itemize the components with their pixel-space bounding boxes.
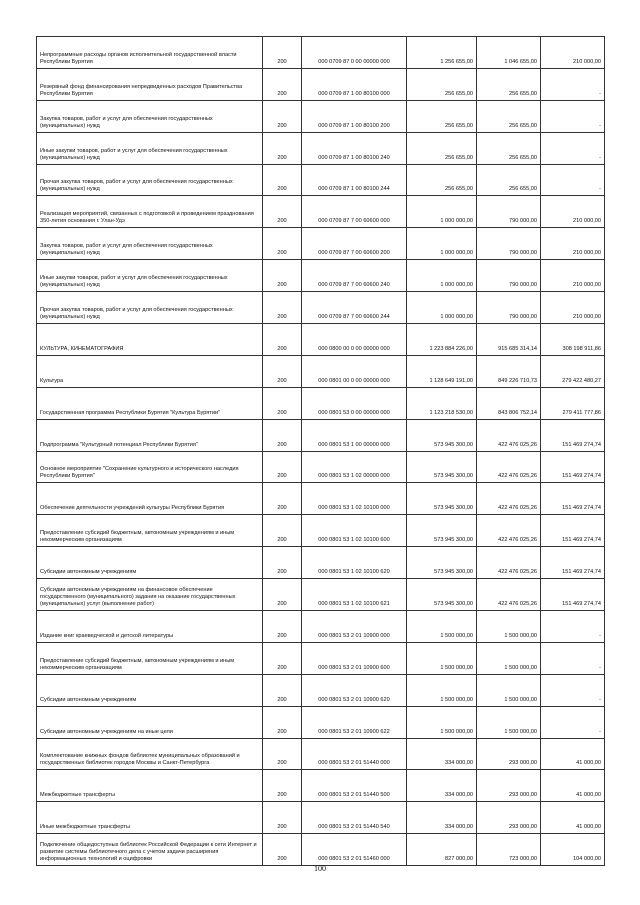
row-executed-amount: 256 655,00	[477, 164, 541, 196]
row-executed-amount: 293 000,00	[477, 770, 541, 802]
row-name: Основное мероприятие "Сохранение культурного и исторического наследия Республики Бурятия"	[37, 451, 263, 483]
row-approved-amount: 334 000,00	[407, 770, 477, 802]
row-executed-amount: 1 500 000,00	[477, 642, 541, 674]
row-budget-code: 000 0801 53 1 02 10100 000	[302, 483, 407, 515]
row-unexecuted-amount: 104 000,00	[541, 834, 605, 866]
row-name: Субсидии автономным учреждениям на иные цели	[37, 706, 263, 738]
row-budget-code: 000 0800 00 0 00 00000 000	[302, 324, 407, 356]
table-row	[37, 355, 605, 387]
row-approved-amount: 573 945 300,00	[407, 579, 477, 611]
row-executed-amount: 293 000,00	[477, 802, 541, 834]
row-approved-amount: 1 500 000,00	[407, 674, 477, 706]
row-approved-amount: 1 500 000,00	[407, 611, 477, 643]
row-budget-code: 000 0801 53 2 01 10900 620	[302, 674, 407, 706]
row-budget-code: 000 0801 53 1 02 10100 600	[302, 515, 407, 547]
row-name: Реализация мероприятий, связанных с подготовкой и проведением празднования 350-летия основания г. Улан-Удэ	[37, 196, 263, 228]
row-budget-code: 000 0801 53 2 01 51440 000	[302, 738, 407, 770]
row-budget-code: 000 0709 87 1 00 80100 240	[302, 132, 407, 164]
row-budget-code: 000 0709 87 7 00 60600 240	[302, 260, 407, 292]
row-name: Прочая закупка товаров, работ и услуг для обеспечения государственных (муниципальных) нужд	[37, 292, 263, 324]
row-unexecuted-amount: 308 198 911,86	[541, 324, 605, 356]
row-executed-amount: 422 476 025,26	[477, 419, 541, 451]
row-line-code: 200	[263, 68, 302, 100]
row-approved-amount: 334 000,00	[407, 802, 477, 834]
row-budget-code: 000 0709 87 1 00 80100 244	[302, 164, 407, 196]
table-row	[37, 706, 605, 738]
row-line-code: 200	[263, 37, 302, 69]
row-executed-amount: 422 476 025,26	[477, 483, 541, 515]
table-row	[37, 164, 605, 196]
row-line-code: 200	[263, 228, 302, 260]
row-executed-amount: 723 000,00	[477, 834, 541, 866]
row-executed-amount: 1 500 000,00	[477, 706, 541, 738]
row-name: Комплектование книжных фондов библиотек муниципальных образований и государственных библиотек городов Москвы и Санкт-Петербурга	[37, 738, 263, 770]
row-executed-amount: 1 500 000,00	[477, 611, 541, 643]
table-row	[37, 483, 605, 515]
row-name: Закупка товаров, работ и услуг для обеспечения государственных (муниципальных) нужд	[37, 100, 263, 132]
row-executed-amount: 256 655,00	[477, 68, 541, 100]
row-executed-amount: 422 476 025,26	[477, 547, 541, 579]
table-row	[37, 547, 605, 579]
row-executed-amount: 849 226 710,73	[477, 355, 541, 387]
row-line-code: 200	[263, 483, 302, 515]
table-row	[37, 419, 605, 451]
row-budget-code: 000 0709 87 1 00 80100 200	[302, 100, 407, 132]
row-unexecuted-amount: 151 469 274,74	[541, 579, 605, 611]
row-line-code: 200	[263, 324, 302, 356]
row-name: Предоставление субсидий бюджетным, автономным учреждениям и иным некоммерческим организациям	[37, 515, 263, 547]
row-budget-code: 000 0801 53 1 02 00000 000	[302, 451, 407, 483]
budget-execution-table	[36, 36, 605, 866]
row-name: Подпрограмма "Культурный потенциал Республики Бурятия"	[37, 419, 263, 451]
row-unexecuted-amount: -	[541, 132, 605, 164]
row-budget-code: 000 0709 87 7 00 60600 200	[302, 228, 407, 260]
row-name: Закупка товаров, работ и услуг для обеспечения государственных (муниципальных) нужд	[37, 228, 263, 260]
row-line-code: 200	[263, 770, 302, 802]
row-unexecuted-amount: -	[541, 611, 605, 643]
row-line-code: 200	[263, 100, 302, 132]
table-row	[37, 387, 605, 419]
table-row	[37, 802, 605, 834]
row-name: Резервный фонд финансирования непредвиденных расходов Правительства Республики Бурятия	[37, 68, 263, 100]
row-line-code: 200	[263, 260, 302, 292]
row-name: Непрограммные расходы органов исполнительной государственной власти Республики Бурятия	[37, 37, 263, 69]
table-row	[37, 738, 605, 770]
row-executed-amount: 790 000,00	[477, 228, 541, 260]
row-approved-amount: 1 223 884 226,00	[407, 324, 477, 356]
row-unexecuted-amount: 210 000,00	[541, 260, 605, 292]
row-approved-amount: 256 655,00	[407, 100, 477, 132]
row-line-code: 200	[263, 547, 302, 579]
row-approved-amount: 1 128 649 191,00	[407, 355, 477, 387]
row-line-code: 200	[263, 834, 302, 866]
row-unexecuted-amount: 210 000,00	[541, 196, 605, 228]
row-line-code: 200	[263, 419, 302, 451]
row-budget-code: 000 0801 53 2 01 10900 000	[302, 611, 407, 643]
table-row	[37, 260, 605, 292]
row-budget-code: 000 0709 87 7 00 60600 244	[302, 292, 407, 324]
row-line-code: 200	[263, 355, 302, 387]
row-line-code: 200	[263, 674, 302, 706]
row-unexecuted-amount: 151 469 274,74	[541, 451, 605, 483]
row-unexecuted-amount: -	[541, 706, 605, 738]
row-budget-code: 000 0801 53 2 01 51460 000	[302, 834, 407, 866]
row-approved-amount: 573 945 300,00	[407, 515, 477, 547]
row-unexecuted-amount: -	[541, 674, 605, 706]
row-unexecuted-amount: 210 000,00	[541, 228, 605, 260]
row-budget-code: 000 0801 53 1 02 10100 620	[302, 547, 407, 579]
row-executed-amount: 843 806 752,14	[477, 387, 541, 419]
table-body	[37, 37, 605, 866]
table-row	[37, 132, 605, 164]
row-executed-amount: 915 685 314,14	[477, 324, 541, 356]
table-row	[37, 196, 605, 228]
row-name: Субсидии автономным учреждениям на финансовое обеспечение государственного (муниципального) задания на оказание государственных (муниципальных) услуг (выполнение работ)	[37, 579, 263, 611]
row-name: Межбюджетные трансферты	[37, 770, 263, 802]
table-row	[37, 770, 605, 802]
table-row	[37, 37, 605, 69]
row-executed-amount: 1 046 655,00	[477, 37, 541, 69]
row-line-code: 200	[263, 515, 302, 547]
row-executed-amount: 790 000,00	[477, 292, 541, 324]
row-name: Иные межбюджетные трансферты	[37, 802, 263, 834]
table-row	[37, 100, 605, 132]
row-unexecuted-amount: -	[541, 100, 605, 132]
row-approved-amount: 256 655,00	[407, 132, 477, 164]
table-row	[37, 579, 605, 611]
row-approved-amount: 827 000,00	[407, 834, 477, 866]
table-row	[37, 228, 605, 260]
row-name: Иные закупки товаров, работ и услуг для обеспечения государственных (муниципальных) нужд	[37, 132, 263, 164]
row-line-code: 200	[263, 706, 302, 738]
table-row	[37, 451, 605, 483]
row-name: Издание книг краеведческой и детской литературы	[37, 611, 263, 643]
row-approved-amount: 256 655,00	[407, 68, 477, 100]
row-unexecuted-amount: 279 422 480,27	[541, 355, 605, 387]
row-executed-amount: 422 476 025,26	[477, 451, 541, 483]
row-approved-amount: 1 000 000,00	[407, 196, 477, 228]
row-line-code: 200	[263, 164, 302, 196]
row-unexecuted-amount: 151 469 274,74	[541, 483, 605, 515]
row-budget-code: 000 0801 53 0 00 00000 000	[302, 387, 407, 419]
row-unexecuted-amount: -	[541, 642, 605, 674]
row-executed-amount: 293 000,00	[477, 738, 541, 770]
row-budget-code: 000 0801 53 2 01 10900 622	[302, 706, 407, 738]
row-name: Иные закупки товаров, работ и услуг для обеспечения государственных (муниципальных) нужд	[37, 260, 263, 292]
row-approved-amount: 1 000 000,00	[407, 228, 477, 260]
row-budget-code: 000 0709 87 7 00 60600 000	[302, 196, 407, 228]
row-unexecuted-amount: 41 000,00	[541, 802, 605, 834]
row-unexecuted-amount: -	[541, 164, 605, 196]
row-unexecuted-amount: 151 469 274,74	[541, 547, 605, 579]
row-budget-code: 000 0709 87 0 00 00000 000	[302, 37, 407, 69]
table-row	[37, 292, 605, 324]
row-budget-code: 000 0801 53 2 01 51440 540	[302, 802, 407, 834]
table-row	[37, 515, 605, 547]
row-line-code: 200	[263, 642, 302, 674]
row-name: Государственная программа Республики Бурятия "Культура Бурятии"	[37, 387, 263, 419]
row-approved-amount: 334 000,00	[407, 738, 477, 770]
row-budget-code: 000 0801 53 1 00 00000 000	[302, 419, 407, 451]
page-number: 100	[314, 864, 326, 873]
table-row	[37, 642, 605, 674]
row-approved-amount: 1 000 000,00	[407, 292, 477, 324]
row-line-code: 200	[263, 738, 302, 770]
row-budget-code: 000 0801 53 2 01 10900 600	[302, 642, 407, 674]
row-line-code: 200	[263, 451, 302, 483]
row-line-code: 200	[263, 132, 302, 164]
row-line-code: 200	[263, 611, 302, 643]
row-line-code: 200	[263, 196, 302, 228]
row-name: Субсидии автономным учреждениям	[37, 547, 263, 579]
table-row	[37, 68, 605, 100]
row-budget-code: 000 0801 53 1 02 10100 621	[302, 579, 407, 611]
row-approved-amount: 1 256 655,00	[407, 37, 477, 69]
row-approved-amount: 1 000 000,00	[407, 260, 477, 292]
row-approved-amount: 573 945 300,00	[407, 483, 477, 515]
row-unexecuted-amount: 151 469 274,74	[541, 515, 605, 547]
row-executed-amount: 1 500 000,00	[477, 674, 541, 706]
row-approved-amount: 573 945 300,00	[407, 547, 477, 579]
row-unexecuted-amount: 41 000,00	[541, 770, 605, 802]
row-executed-amount: 256 655,00	[477, 132, 541, 164]
row-name: КУЛЬТУРА, КИНЕМАТОГРАФИЯ	[37, 324, 263, 356]
row-name: Прочая закупка товаров, работ и услуг для обеспечения государственных (муниципальных) нужд	[37, 164, 263, 196]
row-unexecuted-amount: -	[541, 68, 605, 100]
row-name: Предоставление субсидий бюджетным, автономным учреждениям и иным некоммерческим организациям	[37, 642, 263, 674]
table-row	[37, 834, 605, 866]
row-budget-code: 000 0801 53 2 01 51440 500	[302, 770, 407, 802]
row-name: Субсидии автономным учреждениям	[37, 674, 263, 706]
row-unexecuted-amount: 210 000,00	[541, 292, 605, 324]
row-approved-amount: 573 945 300,00	[407, 451, 477, 483]
row-unexecuted-amount: 210 000,00	[541, 37, 605, 69]
row-approved-amount: 573 945 300,00	[407, 419, 477, 451]
row-name: Подключение общедоступных библиотек Российской Федерации к сети Интернет и развитие системы библиотечного дела с учетом задачи расширения информационных технологий и оцифровки	[37, 834, 263, 866]
row-unexecuted-amount: 151 469 274,74	[541, 419, 605, 451]
table-row	[37, 674, 605, 706]
row-line-code: 200	[263, 579, 302, 611]
row-line-code: 200	[263, 387, 302, 419]
row-executed-amount: 422 476 025,26	[477, 579, 541, 611]
row-line-code: 200	[263, 292, 302, 324]
table-row	[37, 324, 605, 356]
row-approved-amount: 1 123 218 530,00	[407, 387, 477, 419]
row-name: Обеспечение деятельности учреждений культуры Республики Бурятия	[37, 483, 263, 515]
row-approved-amount: 1 500 000,00	[407, 642, 477, 674]
row-unexecuted-amount: 41 000,00	[541, 738, 605, 770]
row-executed-amount: 256 655,00	[477, 100, 541, 132]
row-name: Культура	[37, 355, 263, 387]
row-executed-amount: 790 000,00	[477, 260, 541, 292]
row-line-code: 200	[263, 802, 302, 834]
row-approved-amount: 1 500 000,00	[407, 706, 477, 738]
row-executed-amount: 422 476 025,26	[477, 515, 541, 547]
row-approved-amount: 256 655,00	[407, 164, 477, 196]
row-executed-amount: 790 000,00	[477, 196, 541, 228]
row-budget-code: 000 0709 87 1 00 80100 000	[302, 68, 407, 100]
table-row	[37, 611, 605, 643]
row-budget-code: 000 0801 00 0 00 00000 000	[302, 355, 407, 387]
row-unexecuted-amount: 279 411 777,86	[541, 387, 605, 419]
